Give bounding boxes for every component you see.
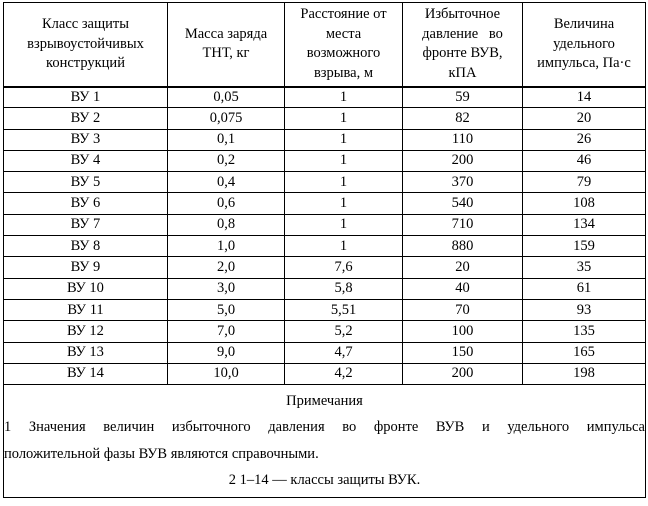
column-header-protection-class [4,3,168,87]
header-line: Класс защиты [41,16,129,33]
cell-overpressure: 150 [403,342,523,363]
cell-specific-impulse: 61 [523,278,646,299]
table-row [4,257,646,278]
cell-specific-impulse: 46 [523,150,646,171]
cell-distance: 1 [285,236,403,257]
cell-protection-class: ВУ 6 [4,193,168,214]
cell-distance: 1 [285,150,403,171]
cell-specific-impulse: 135 [523,321,646,342]
cell-specific-impulse: 79 [523,172,646,193]
cell-protection-class: ВУ 7 [4,214,168,235]
cell-protection-class: ВУ 4 [4,150,168,171]
cell-distance: 5,51 [285,299,403,320]
table-row [4,150,646,171]
table-row [4,236,646,257]
cell-protection-class: ВУ 3 [4,129,168,150]
table-row [4,214,646,235]
header-line: взрыва, м [313,64,374,81]
cell-distance: 1 [285,108,403,129]
cell-tnt-mass: 7,0 [168,321,285,342]
header-line: взрывоустойчивых [27,35,144,52]
header-line: Избыточное [424,6,501,23]
cell-specific-impulse: 14 [523,87,646,108]
cell-tnt-mass: 0,2 [168,150,285,171]
cell-specific-impulse: 35 [523,257,646,278]
header-line: удельного [553,35,615,52]
header-line: конструкций [46,54,125,71]
cell-protection-class: ВУ 10 [4,278,168,299]
note-1-line-1: 1 Значения величин избыточного давления во фронте ВУВ и удельного импульса [4,419,645,436]
cell-specific-impulse: 93 [523,299,646,320]
notes-row [4,385,646,498]
cell-tnt-mass: 0,6 [168,193,285,214]
header-line: места [325,25,362,42]
cell-protection-class: ВУ 2 [4,108,168,129]
table-row [4,342,646,363]
cell-protection-class: ВУ 14 [4,363,168,384]
table-row [4,87,646,108]
cell-overpressure: 70 [403,299,523,320]
cell-overpressure: 100 [403,321,523,342]
table-row [4,172,646,193]
cell-overpressure: 370 [403,172,523,193]
cell-tnt-mass: 3,0 [168,278,285,299]
header-line: фронте ВУВ, [422,45,503,62]
cell-distance: 1 [285,193,403,214]
table-header [4,3,646,87]
cell-overpressure: 40 [403,278,523,299]
table-row [4,363,646,384]
table-row [4,299,646,320]
header-line: Масса заряда [184,25,268,42]
cell-protection-class: ВУ 12 [4,321,168,342]
cell-protection-class: ВУ 5 [4,172,168,193]
table-row [4,278,646,299]
cell-distance: 5,2 [285,321,403,342]
cell-distance: 5,8 [285,278,403,299]
cell-specific-impulse: 198 [523,363,646,384]
cell-overpressure: 59 [403,87,523,108]
table-body [4,87,646,385]
table-row [4,129,646,150]
notes-title: Примечания [286,393,363,410]
header-line: импульса, Па·с [537,54,631,71]
cell-protection-class: ВУ 13 [4,342,168,363]
cell-tnt-mass: 0,1 [168,129,285,150]
table-row [4,193,646,214]
cell-overpressure: 540 [403,193,523,214]
cell-distance: 1 [285,129,403,150]
cell-overpressure: 20 [403,257,523,278]
cell-distance: 4,7 [285,342,403,363]
cell-tnt-mass: 0,05 [168,87,285,108]
cell-distance: 7,6 [285,257,403,278]
column-header-distance [285,3,403,87]
cell-specific-impulse: 108 [523,193,646,214]
cell-overpressure: 880 [403,236,523,257]
cell-overpressure: 710 [403,214,523,235]
column-header-specific-impulse [523,3,646,87]
cell-specific-impulse: 20 [523,108,646,129]
cell-specific-impulse: 159 [523,236,646,257]
cell-protection-class: ВУ 1 [4,87,168,108]
protection-class-table [3,2,646,498]
cell-distance: 1 [285,214,403,235]
cell-tnt-mass: 9,0 [168,342,285,363]
cell-specific-impulse: 134 [523,214,646,235]
cell-protection-class: ВУ 8 [4,236,168,257]
cell-overpressure: 200 [403,150,523,171]
cell-overpressure: 110 [403,129,523,150]
cell-specific-impulse: 165 [523,342,646,363]
header-line: возможного [306,45,381,62]
header-line: кПА [448,64,477,81]
cell-tnt-mass: 10,0 [168,363,285,384]
cell-overpressure: 200 [403,363,523,384]
cell-tnt-mass: 0,4 [168,172,285,193]
table-footer [4,385,646,498]
cell-distance: 1 [285,87,403,108]
cell-specific-impulse: 26 [523,129,646,150]
column-header-overpressure [403,3,523,87]
note-2: 2 1–14 — классы защиты ВУК. [228,471,421,488]
header-line: ТНТ, кг [202,45,250,62]
cell-distance: 4,2 [285,363,403,384]
header-line: Величина [553,16,615,33]
header-line: Расстояние от [300,6,387,23]
notes-cell [4,385,646,498]
cell-protection-class: ВУ 9 [4,257,168,278]
header-line: давление во [422,25,503,42]
column-header-tnt-mass [168,3,285,87]
cell-distance: 1 [285,172,403,193]
header-row [4,3,646,87]
table-row [4,108,646,129]
cell-tnt-mass: 0,075 [168,108,285,129]
cell-overpressure: 82 [403,108,523,129]
cell-protection-class: ВУ 11 [4,299,168,320]
cell-tnt-mass: 2,0 [168,257,285,278]
cell-tnt-mass: 0,8 [168,214,285,235]
table-row [4,321,646,342]
cell-tnt-mass: 1,0 [168,236,285,257]
cell-tnt-mass: 5,0 [168,299,285,320]
note-1-line-2: положительной фазы ВУВ являются справочными. [4,445,319,462]
